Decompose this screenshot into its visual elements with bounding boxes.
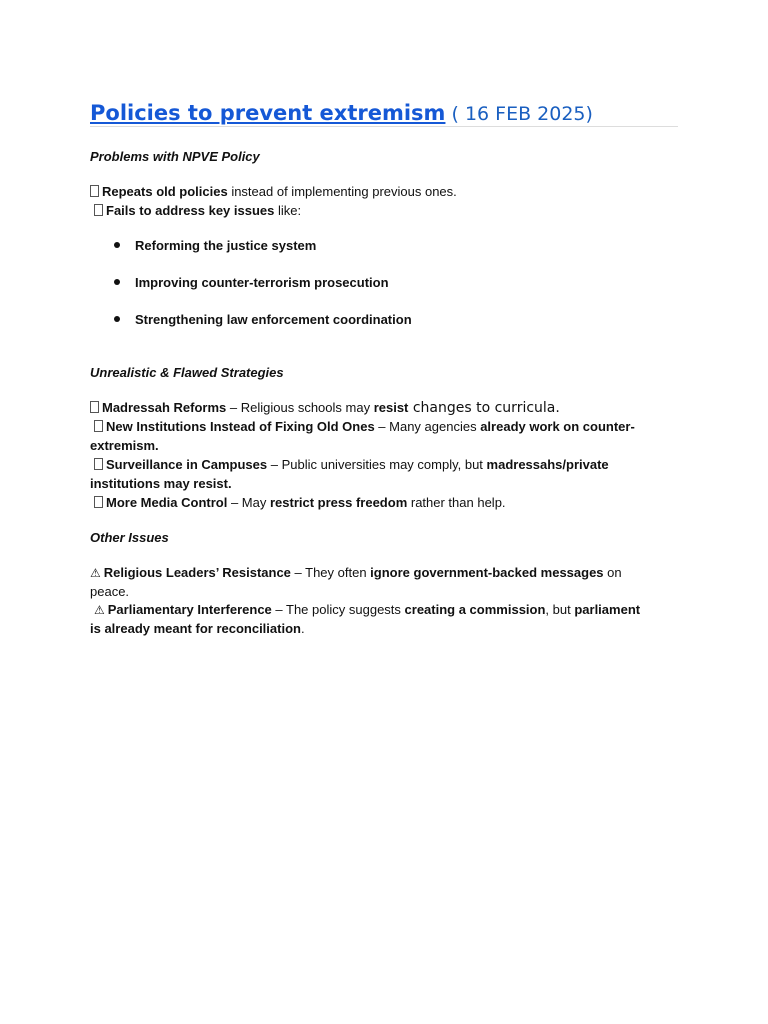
strategy-bold: More Media Control	[106, 495, 228, 510]
issue-bold: is already meant for reconciliation	[90, 621, 301, 636]
strategy-text: rather than help.	[407, 495, 506, 510]
key-issues-list	[112, 236, 412, 347]
strategy-line-media	[90, 493, 684, 512]
issue-bold: ignore government-backed messages	[370, 565, 604, 580]
missing-glyph-icon	[94, 420, 103, 432]
missing-glyph-icon	[94, 496, 103, 508]
issue-bold: parliament	[574, 602, 641, 617]
warning-icon: ⚠	[94, 603, 105, 617]
strategy-bold: restrict press freedom	[269, 495, 408, 510]
issue-line-religious-cont: peace.	[90, 584, 130, 599]
problem-text: instead of implementing previous ones.	[227, 184, 457, 199]
problem-text: like:	[274, 203, 302, 218]
list-item: Improving counter-terrorism prosecution	[112, 273, 412, 292]
issue-line-religious	[90, 563, 680, 583]
issue-text: – The policy suggests	[271, 602, 405, 617]
warning-icon: ⚠	[90, 566, 101, 580]
section-heading-other: Other Issues	[90, 530, 169, 545]
strategy-text: changes to curricula.	[408, 400, 560, 416]
list-item: Reforming the justice system	[112, 236, 412, 255]
missing-glyph-icon	[90, 185, 99, 197]
strategy-text: – Religious schools may	[226, 400, 374, 415]
issue-line-parliament-cont	[90, 619, 680, 638]
strategy-line-institutions-cont: extremism.	[90, 438, 159, 453]
list-item: Strengthening law enforcement coordination	[112, 310, 412, 329]
strategy-bold: Madressah Reforms	[102, 400, 227, 415]
strategy-bold: Surveillance in Campuses	[106, 457, 268, 472]
issue-text: on	[603, 565, 622, 580]
strategy-line-surveillance-cont: institutions may resist.	[90, 476, 232, 491]
strategy-line-institutions	[90, 417, 684, 436]
strategy-text: – May	[227, 495, 270, 510]
strategy-bold: New Institutions Instead of Fixing Old Ones	[106, 419, 375, 434]
missing-glyph-icon	[94, 204, 103, 216]
issue-bold: creating a commission	[404, 602, 546, 617]
problem-line-repeats	[90, 182, 680, 201]
section-heading-strategies: Unrealistic & Flawed Strategies	[90, 365, 284, 380]
missing-glyph-icon	[90, 401, 99, 413]
problem-line-fails	[90, 201, 684, 220]
issue-line-parliament	[90, 600, 684, 620]
strategy-bold: resist	[373, 400, 409, 415]
issue-text: , but	[545, 602, 575, 617]
issue-text: .	[300, 621, 305, 636]
title-date: ( 16 FEB 2025)	[445, 103, 593, 125]
strategy-bold: already work on counter-	[480, 419, 635, 434]
section-heading-problems: Problems with NPVE Policy	[90, 149, 260, 164]
strategy-line-madressah	[90, 398, 680, 418]
title-link[interactable]: Policies to prevent extremism	[90, 101, 446, 125]
issue-bold: Religious Leaders’ Resistance	[103, 565, 291, 580]
strategy-text: – Public universities may comply, but	[267, 457, 487, 472]
missing-glyph-icon	[94, 458, 103, 470]
strategy-line-surveillance	[90, 455, 684, 474]
issue-text: – They often	[290, 565, 371, 580]
problem-bold: Repeats old policies	[102, 184, 228, 199]
issue-bold: Parliamentary Interference	[107, 602, 272, 617]
problem-bold: Fails to address key issues	[106, 203, 275, 218]
title-row	[90, 101, 678, 127]
strategy-bold: madressahs/private	[486, 457, 609, 472]
strategy-text: – Many agencies	[374, 419, 481, 434]
